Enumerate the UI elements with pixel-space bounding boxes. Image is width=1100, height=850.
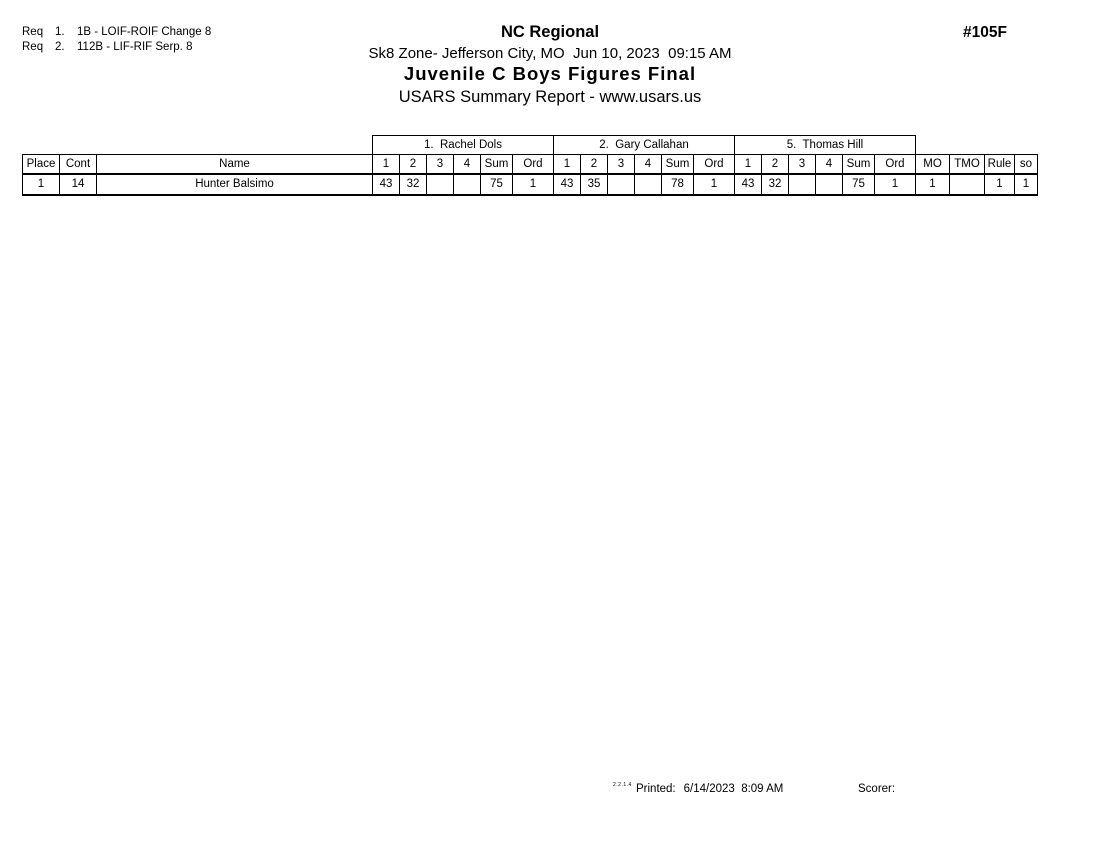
cell-judge1-ordinal: 1	[513, 174, 554, 195]
col-header-judge1-4: 4	[454, 155, 481, 174]
cell-judge3-score3	[789, 174, 816, 195]
cell-judge3-score1: 43	[735, 174, 762, 195]
cell-judge1-score4	[454, 174, 481, 195]
col-header-judge2-sum: Sum	[662, 155, 694, 174]
col-header-judge2-1: 1	[554, 155, 581, 174]
judge-header-spacer-right	[916, 136, 1038, 155]
col-header-judge3-1: 1	[735, 155, 762, 174]
col-header-mo: MO	[916, 155, 950, 174]
cell-judge3-score4	[816, 174, 843, 195]
cell-judge3-ordinal: 1	[875, 174, 916, 195]
cell-judge2-score3	[608, 174, 635, 195]
req-word: Req	[22, 40, 44, 53]
col-header-judge3-ord: Ord	[875, 155, 916, 174]
col-header-judge2-3: 3	[608, 155, 635, 174]
event-title: Juvenile C Boys Figures Final	[403, 63, 697, 84]
results-table	[22, 135, 1038, 196]
cell-judge3-score2: 32	[762, 174, 789, 195]
req-number: 2.	[55, 40, 65, 53]
col-header-judge1-2: 2	[400, 155, 427, 174]
cell-judge2-score4	[635, 174, 662, 195]
printed-value: 6/14/2023 8:09 AM	[683, 783, 784, 795]
col-header-judge3-2: 2	[762, 155, 789, 174]
cell-contestant-number: 14	[60, 174, 97, 195]
report-type-line: USARS Summary Report - www.usars.us	[398, 88, 702, 106]
col-header-judge3-sum: Sum	[843, 155, 875, 174]
col-header-place: Place	[23, 155, 60, 174]
cell-mo: 1	[916, 174, 950, 195]
cell-judge1-score3	[427, 174, 454, 195]
scorer-label: Scorer:	[858, 783, 896, 795]
req-text: 1B - LOIF-ROIF Change 8	[77, 25, 212, 38]
judge-name-3: 5. Thomas Hill	[735, 136, 916, 155]
column-headers-row	[23, 155, 1038, 174]
result-row	[23, 174, 1038, 195]
cell-judge2-score2: 35	[581, 174, 608, 195]
judge-name-2: 2. Gary Callahan	[554, 136, 735, 155]
col-header-judge1-sum: Sum	[481, 155, 513, 174]
req-text: 112B - LIF-RIF Serp. 8	[77, 40, 193, 53]
col-header-judge2-4: 4	[635, 155, 662, 174]
col-header-cont: Cont	[60, 155, 97, 174]
cell-place: 1	[23, 174, 60, 195]
cell-judge1-sum: 75	[481, 174, 513, 195]
cell-judge1-score1: 43	[373, 174, 400, 195]
competition-title: NC Regional	[500, 23, 600, 41]
judge-name-1: 1. Rachel Dols	[373, 136, 554, 155]
report-footer	[0, 780, 1100, 800]
printed-label: Printed:	[636, 783, 676, 795]
col-header-judge1-1: 1	[373, 155, 400, 174]
judge-names-row	[23, 136, 1038, 155]
col-header-judge1-ord: Ord	[513, 155, 554, 174]
col-header-tmo: TMO	[950, 155, 985, 174]
event-number: #105F	[963, 24, 1007, 41]
cell-judge2-score1: 43	[554, 174, 581, 195]
cell-rule: 1	[985, 174, 1015, 195]
req-word: Req	[22, 25, 44, 38]
col-header-rule: Rule	[985, 155, 1015, 174]
judge-header-spacer-left	[23, 136, 373, 155]
col-header-judge3-3: 3	[789, 155, 816, 174]
col-header-so: so	[1015, 155, 1038, 174]
col-header-judge3-4: 4	[816, 155, 843, 174]
venue-date-line: Sk8 Zone- Jefferson City, MO Jun 10, 2023 09:15 AM	[368, 45, 732, 62]
cell-so: 1	[1015, 174, 1038, 195]
printed-line	[636, 783, 783, 795]
col-header-judge2-2: 2	[581, 155, 608, 174]
col-header-judge1-3: 3	[427, 155, 454, 174]
cell-judge2-ordinal: 1	[694, 174, 735, 195]
req-number: 1.	[55, 25, 65, 38]
results-table-wrap	[22, 135, 1038, 196]
cell-judge2-sum: 78	[662, 174, 694, 195]
cell-skater-name: Hunter Balsimo	[97, 174, 373, 195]
col-header-judge2-ord: Ord	[694, 155, 735, 174]
cell-judge3-sum: 75	[843, 174, 875, 195]
col-header-name: Name	[97, 155, 373, 174]
cell-judge1-score2: 32	[400, 174, 427, 195]
cell-tmo	[950, 174, 985, 195]
software-version: 2.2.1.4	[613, 782, 632, 788]
